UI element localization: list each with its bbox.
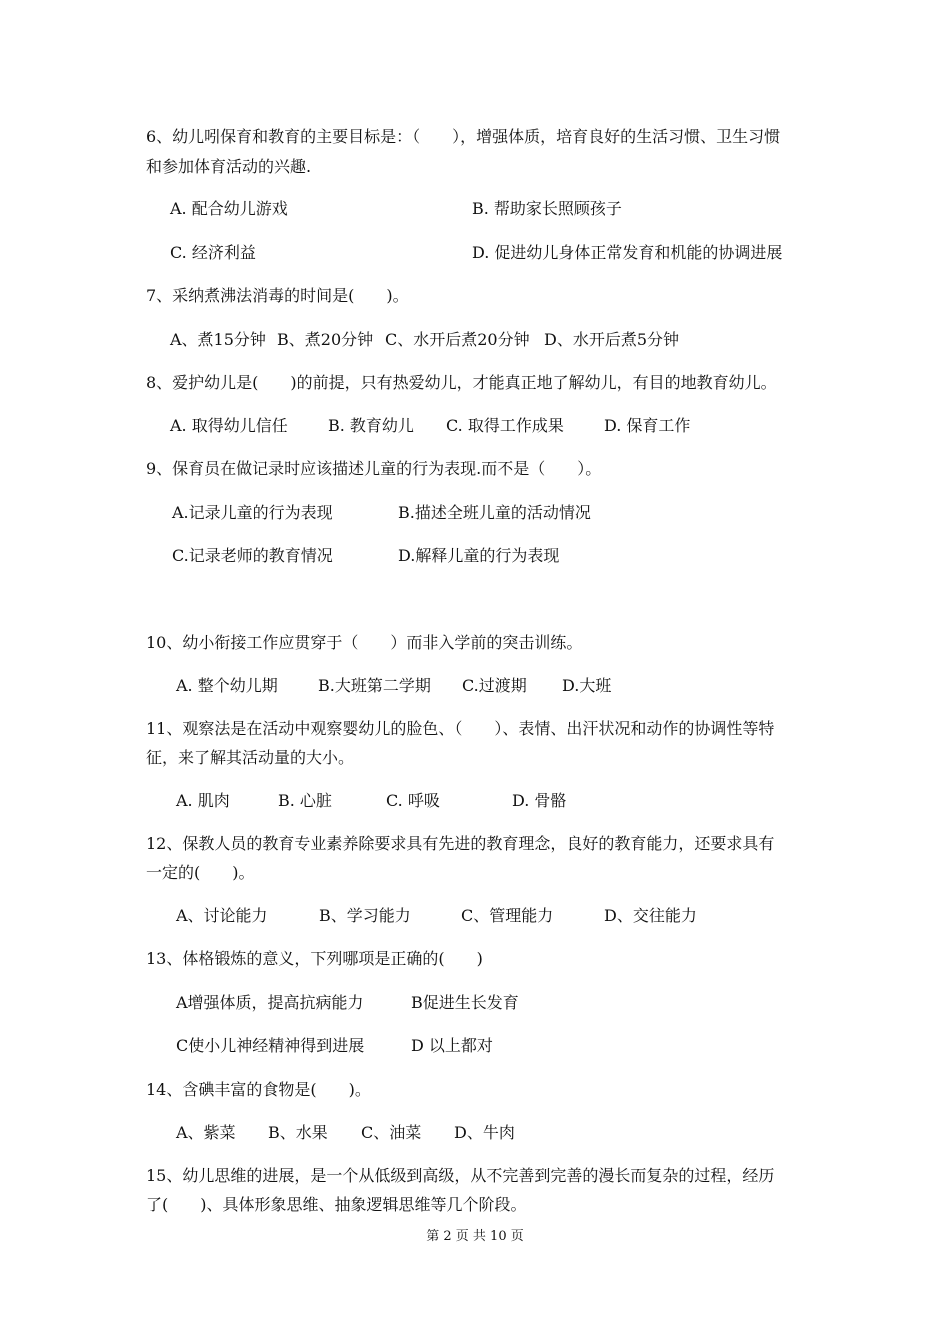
question-10-option-d: D.大班 — [562, 676, 612, 695]
question-10-option-b: B.大班第二学期 — [318, 676, 431, 695]
question-14-option-c: C、油菜 — [361, 1123, 422, 1142]
question-13-option-b: B促进生长发育 — [411, 993, 519, 1012]
question-12-option-a: A、讨论能力 — [176, 906, 268, 925]
question-6-stem-line-1: 6、幼儿吲保育和教育的主要目标是：（ ），增强体质，培育良好的生活习惯、卫生习惯 — [146, 127, 781, 146]
page-footer: 第 2 页 共 10 页 — [426, 1229, 524, 1244]
question-11-stem-line-1: 11、观察法是在活动中观察婴幼儿的脸色、（ ）、表情、出汗状况和动作的协调性等特 — [146, 719, 775, 738]
question-14-option-d: D、牛肉 — [454, 1123, 515, 1142]
question-13-stem: 13、体格锻炼的意义，下列哪项是正确的( ) — [146, 949, 483, 968]
question-8-option-d: D. 保育工作 — [604, 416, 691, 435]
question-9-option-c: C.记录老师的教育情况 — [172, 546, 333, 565]
question-6-option-c: C. 经济利益 — [170, 243, 256, 262]
question-9-option-b: B.描述全班儿童的活动情况 — [398, 503, 591, 522]
question-7-option-d: D、水开后煮5分钟 — [544, 330, 680, 349]
question-15-stem-line-1: 15、幼儿思维的进展，是一个从低级到高级，从不完善到完善的漫长而复杂的过程，经历 — [146, 1166, 775, 1185]
question-7-option-c: C、水开后煮20分钟 — [385, 330, 530, 349]
question-12-option-b: B、学习能力 — [319, 906, 411, 925]
question-9-stem: 9、保育员在做记录时应该描述儿童的行为表现.而不是（ ）。 — [146, 459, 602, 478]
question-14-option-b: B、水果 — [268, 1123, 328, 1142]
question-10-option-a: A. 整个幼儿期 — [176, 676, 278, 695]
question-8-option-b: B. 教育幼儿 — [328, 416, 414, 435]
question-11-stem-line-2: 征，来了解其活动量的大小。 — [146, 748, 355, 767]
question-10-stem: 10、幼小衔接工作应贯穿于（ ）而非入学前的突击训练。 — [146, 633, 583, 652]
question-14-option-a: A、紫菜 — [176, 1123, 236, 1142]
question-10-option-c: C.过渡期 — [462, 676, 527, 695]
question-6-option-a: A. 配合幼儿游戏 — [170, 199, 288, 218]
question-11-option-b: B. 心脏 — [278, 791, 332, 810]
question-6-option-d: D. 促进幼儿身体正常发育和机能的协调进展 — [472, 243, 783, 262]
question-7-option-b: B、煮20分钟 — [277, 330, 374, 349]
question-7-option-a: A、煮15分钟 — [170, 330, 266, 349]
question-8-option-a: A. 取得幼儿信任 — [170, 416, 288, 435]
question-8-stem: 8、爱护幼儿是( )的前提，只有热爱幼儿，才能真正地了解幼儿，有目的地教育幼儿。 — [146, 373, 777, 392]
question-12-option-d: D、交往能力 — [604, 906, 697, 925]
question-12-stem-line-1: 12、保教人员的教育专业素养除要求具有先进的教育理念，良好的教育能力，还要求具有 — [146, 834, 775, 853]
question-13-option-c: C使小儿神经精神得到进展 — [176, 1036, 365, 1055]
question-6-option-b: B. 帮助家长照顾孩子 — [472, 199, 622, 218]
question-9-option-a: A.记录儿童的行为表现 — [172, 503, 333, 522]
question-13-option-d: D 以上都对 — [411, 1036, 493, 1055]
question-6-stem-line-2: 和参加体育活动的兴趣. — [146, 157, 312, 176]
question-14-stem: 14、含碘丰富的食物是( )。 — [146, 1080, 371, 1099]
question-11-option-a: A. 肌肉 — [176, 791, 230, 810]
question-8-option-c: C. 取得工作成果 — [446, 416, 564, 435]
question-11-option-d: D. 骨骼 — [512, 791, 567, 810]
question-9-option-d: D.解释儿童的行为表现 — [398, 546, 560, 565]
question-15-stem-line-2: 了( )、具体形象思维、抽象逻辑思维等几个阶段。 — [146, 1195, 527, 1214]
question-12-stem-line-2: 一定的( )。 — [146, 863, 255, 882]
question-12-option-c: C、管理能力 — [461, 906, 554, 925]
question-11-option-c: C. 呼吸 — [386, 791, 440, 810]
question-7-stem: 7、采纳煮沸法消毒的时间是( )。 — [146, 286, 409, 305]
question-13-option-a: A增强体质，提高抗病能力 — [176, 993, 364, 1012]
